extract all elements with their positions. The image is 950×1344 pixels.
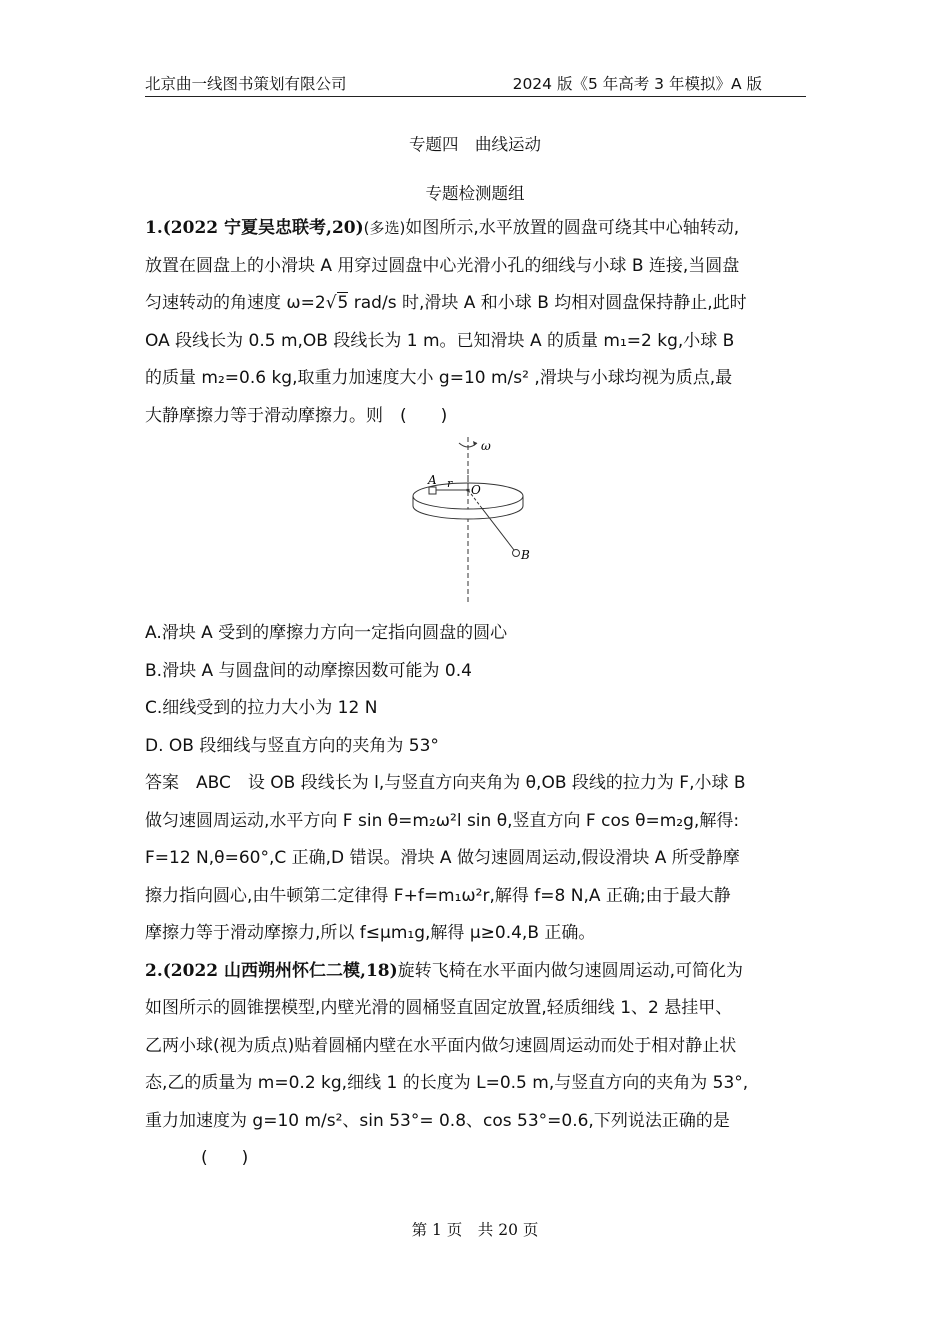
q2-line-2: 如图所示的圆锥摆模型,内壁光滑的圆桶竖直固定放置,轻质细线 1、2 悬挂甲、 <box>145 998 733 1018</box>
q2-line-4: 态,乙的质量为 m=0.2 kg,细线 1 的长度为 L=0.5 m,与竖直方向的夹角为 53°, <box>145 1073 749 1093</box>
q1-answer-1: 答案 ABC 设 OB 段线长为 l,与竖直方向夹角为 θ,OB 段线的拉力为 F,小球 B <box>145 773 746 793</box>
q2-line-6: ( ) <box>201 1148 249 1168</box>
label-o: O <box>471 483 481 497</box>
header-publisher: 北京曲一线图书策划有限公司 <box>145 75 347 93</box>
q1-text-3b: rad/s 时,滑块 A 和小球 B 均相对圆盘保持静止,此时 <box>348 293 747 313</box>
q1-source: (2022 宁夏吴忠联考,20) <box>162 218 364 238</box>
q1-line-4: OA 段线长为 0.5 m,OB 段线长为 1 m。已知滑块 A 的质量 m₁=2 kg,小球 B <box>145 330 735 351</box>
q1-answer-3: F=12 N,θ=60°,C 正确,D 错误。滑块 A 做匀速圆周运动,假设滑块 A 所受静摩 <box>145 848 740 868</box>
q1-number: 1. <box>145 218 163 238</box>
q1-line-1 <box>145 210 810 248</box>
label-r: r <box>447 477 453 490</box>
q1-answer-5: 摩擦力等于滑动摩擦力,所以 f≤μm₁g,解得 μ≥0.4,B 正确。 <box>145 923 596 943</box>
document-body <box>145 210 810 1178</box>
q1-answer-2: 做匀速圆周运动,水平方向 F sin θ=m₂ω²l sin θ,竖直方向 F cos θ=m₂g,解得: <box>145 810 740 831</box>
q1-option-b: B.滑块 A 与圆盘间的动摩擦因数可能为 0.4 <box>145 660 472 681</box>
q2-line-3: 乙两小球(视为质点)贴着圆桶内壁在水平面内做匀速圆周运动而处于相对静止状 <box>145 1035 737 1056</box>
omega-label: ω <box>481 439 491 453</box>
q1-text-1: 如图所示,水平放置的圆盘可绕其中心轴转动, <box>405 218 740 238</box>
label-a: A <box>428 473 437 487</box>
page-header <box>145 70 806 97</box>
q1-answer-4: 擦力指向圆心,由牛顿第二定律得 F+f=m₁ω²r,解得 f=8 N,A 正确;由于最大静 <box>145 885 731 906</box>
q2-line-5: 重力加速度为 g=10 m/s²、sin 53°= 0.8、cos 53°=0.6,下列说法正确的是 <box>145 1110 730 1131</box>
q1-text-3a: 匀速转动的角速度 ω=2 <box>145 293 326 313</box>
chapter-title: 专题四 曲线运动 <box>409 135 541 154</box>
q1-line-6: 大静摩擦力等于滑动摩擦力。则 ( ) <box>145 405 448 426</box>
header-edition: 2024 版《5 年高考 3 年模拟》A 版 <box>512 75 762 93</box>
q1-tag: (多选) <box>363 219 406 237</box>
q1-option-c: C.细线受到的拉力大小为 12 N <box>145 698 378 718</box>
page-footer: 第 1 页 共 20 页 <box>411 1221 539 1239</box>
slider-a <box>429 487 436 494</box>
q1-line-3: 匀速转动的角速度 ω=2√5 rad/s 时,滑块 A 和小球 B 均相对圆盘保持静止,此时 <box>145 293 747 313</box>
q2-text-1: 旋转飞椅在水平面内做匀速圆周运动,可简化为 <box>397 960 744 981</box>
q1-line-5: 的质量 m₂=0.6 kg,取重力加速度大小 g=10 m/s² ,滑块与小球均视为质点,最 <box>145 368 733 388</box>
label-b: B <box>521 548 530 562</box>
q2-line-1 <box>145 953 810 991</box>
q2-number: 2. <box>145 960 163 981</box>
q1-sqrt-value: 5 <box>337 293 349 313</box>
q1-option-a: A.滑块 A 受到的摩擦力方向一定指向圆盘的圆心 <box>145 623 508 643</box>
disk-diagram <box>411 435 551 615</box>
ball-b <box>513 550 520 557</box>
q1-line-2: 放置在圆盘上的小滑块 A 用穿过圆盘中心光滑小孔的细线与小球 B 连接,当圆盘 <box>145 255 740 276</box>
q1-option-d: D. OB 段细线与竖直方向的夹角为 53° <box>145 735 439 756</box>
q2-source: (2022 山西朔州怀仁二模,18) <box>162 960 398 981</box>
section-subtitle: 专题检测题组 <box>425 184 525 203</box>
q1-figure <box>145 435 810 615</box>
